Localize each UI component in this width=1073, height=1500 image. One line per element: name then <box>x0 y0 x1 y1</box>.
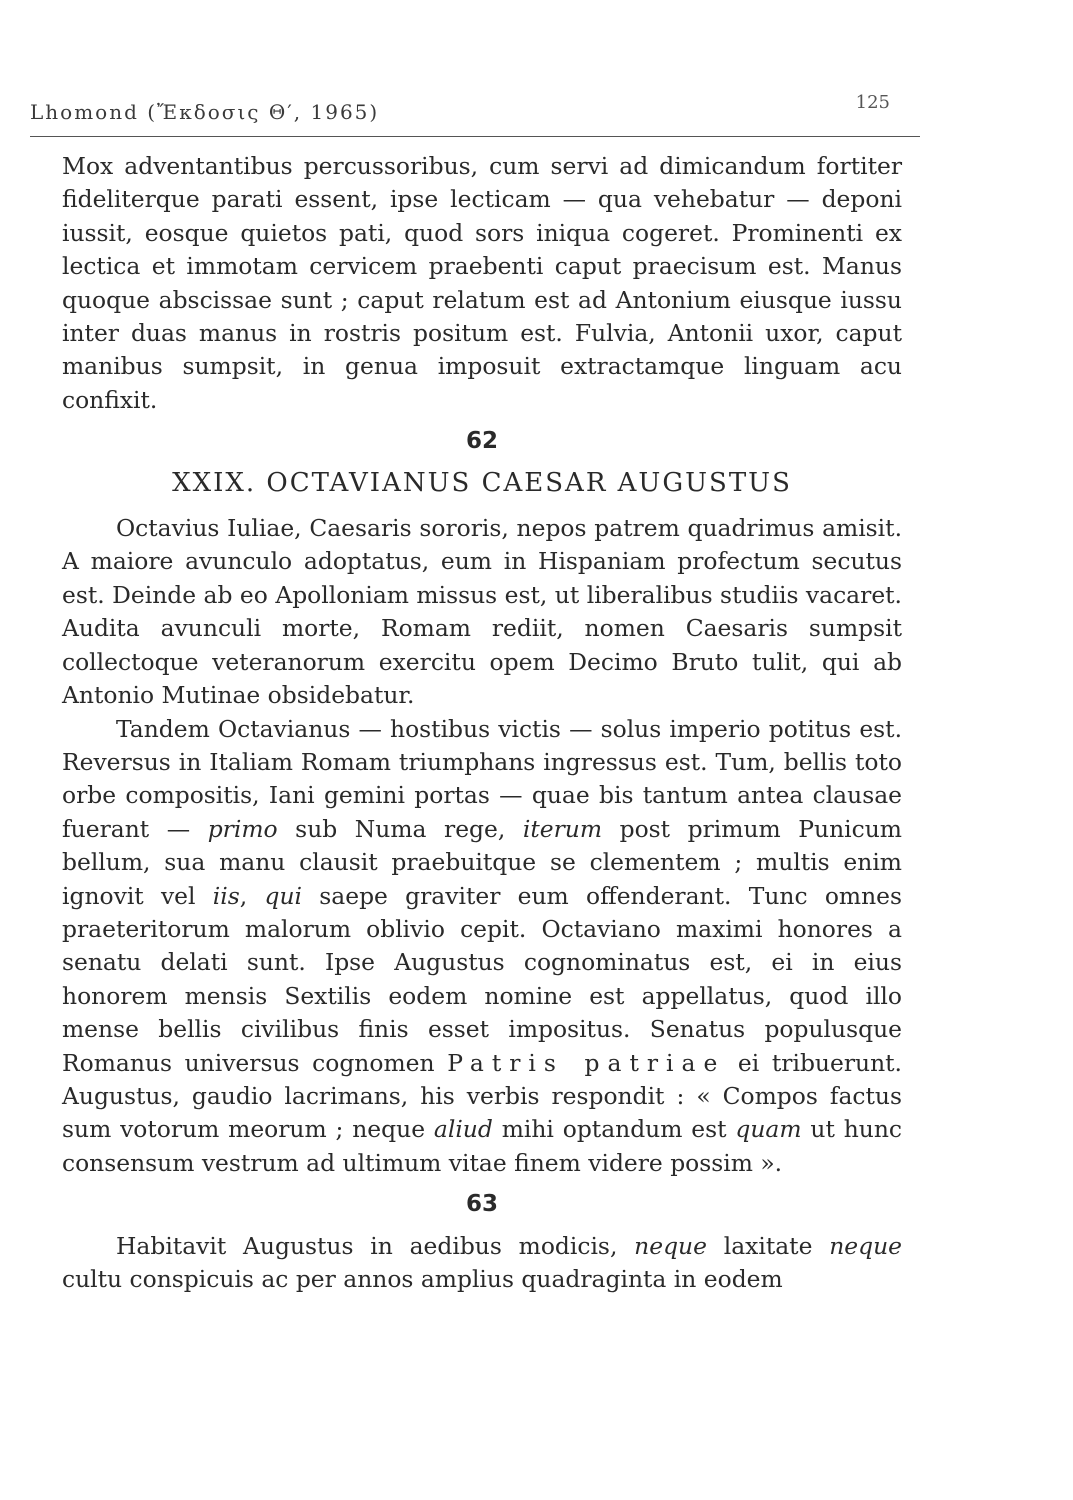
text-segment: mihi optandum est <box>492 1115 736 1144</box>
italic-term: primo <box>207 814 278 843</box>
section-63-paragraph <box>62 1230 902 1297</box>
spaced-title-patris-patriae: Patris patriae <box>447 1048 726 1077</box>
text-segment: ei tribuerunt. Augustus, gaudio lacrimans, his verbis respondit : « Compos factus sum votorum meorum ; neque <box>62 1048 902 1144</box>
header-rule <box>30 136 920 137</box>
italic-term: aliud <box>433 1115 493 1144</box>
text-segment: laxitate <box>706 1231 830 1260</box>
text-segment: post primum Punicum bellum, sua manu clausit praebuitque se clementem ; multis enim ignovit vel <box>62 814 902 910</box>
running-head: Lhomond (Ἔκδοσις Θ′, 1965) <box>30 100 380 124</box>
text-segment: ut hunc consensum vestrum ad ultimum vitae finem videre possim ». <box>62 1115 902 1177</box>
section-number-63: 63 <box>465 1191 498 1218</box>
italic-term: iis <box>212 881 240 910</box>
text-segment: Habitavit Augustus in aedibus modicis, <box>116 1231 635 1260</box>
text-segment: sub Numa rege, <box>277 814 523 843</box>
section-62-paragraph-1: Octavius Iuliae, Caesaris sororis, nepos patrem quadrimus amisit. A maiore avunculo adoptatus, eum in Hispaniam profectum secutus est. Deinde ab eo Apolloniam missus est, ut liberalibus studiis vacaret. Audita avunculi morte, Romam rediit, nomen Caesaris sumpsit collectoque veteranorum exercitu opem Decimo Bruto tulit, qui ab Antonio Mutinae obsidebatur. <box>62 514 902 710</box>
text-segment: saepe graviter eum offenderant. Tunc omnes praeteritorum malorum oblivio cepit. Octaviano maximi honores a senatu delati sunt. Ipse Augustus cognominatus est, ei in eius honorem mensis Sextilis eodem nomine est appellatus, quod illo mense bellis civilibus finis esset impositus. Senatus populusque Romanus universus cognomen <box>62 881 902 1077</box>
italic-term: quam <box>735 1115 802 1144</box>
page-header <box>30 92 920 140</box>
section-number-62: 62 <box>465 428 498 455</box>
body-text <box>62 150 902 1296</box>
text-segment: cultu conspicuis ac per annos amplius quadraginta in eodem <box>62 1265 783 1293</box>
chapter-title: XXIX. OCTAVIANUS CAESAR AUGUSTUS <box>172 467 792 498</box>
text-segment: Tandem Octavianus — hostibus victis — solus imperio potitus est. Reversus in Italiam Romam triumphans ingressus est. Tum, bellis toto orbe compositis, Iani gemini portas — quae bis tantum antea clausae fuerant — <box>62 714 902 843</box>
italic-term: neque <box>829 1231 902 1260</box>
section-61-end-paragraph: Mox adventantibus percussoribus, cum servi ad dimicandum fortiter fideliterque parati essent, ipse lecticam — qua vehebatur — deponi iussit, eosque quietos pati, quod sors iniqua cogeret. Prominenti ex lectica et immotam cervicem praebenti caput praecisum est. Manus quoque abscissae sunt ; caput relatum est ad Antonium eiusque iussu inter duas manus in rostris positum est. Fulvia, Antonii uxor, caput manibus sumpsit, in genua imposuit extractamque linguam acu confixit. <box>62 152 902 414</box>
page-number: 125 <box>855 92 890 113</box>
section-62-paragraph-2 <box>62 713 902 1181</box>
italic-term: qui <box>264 881 302 910</box>
text-segment: , <box>239 881 265 910</box>
italic-term: neque <box>634 1231 707 1260</box>
italic-term: iterum <box>522 814 603 843</box>
